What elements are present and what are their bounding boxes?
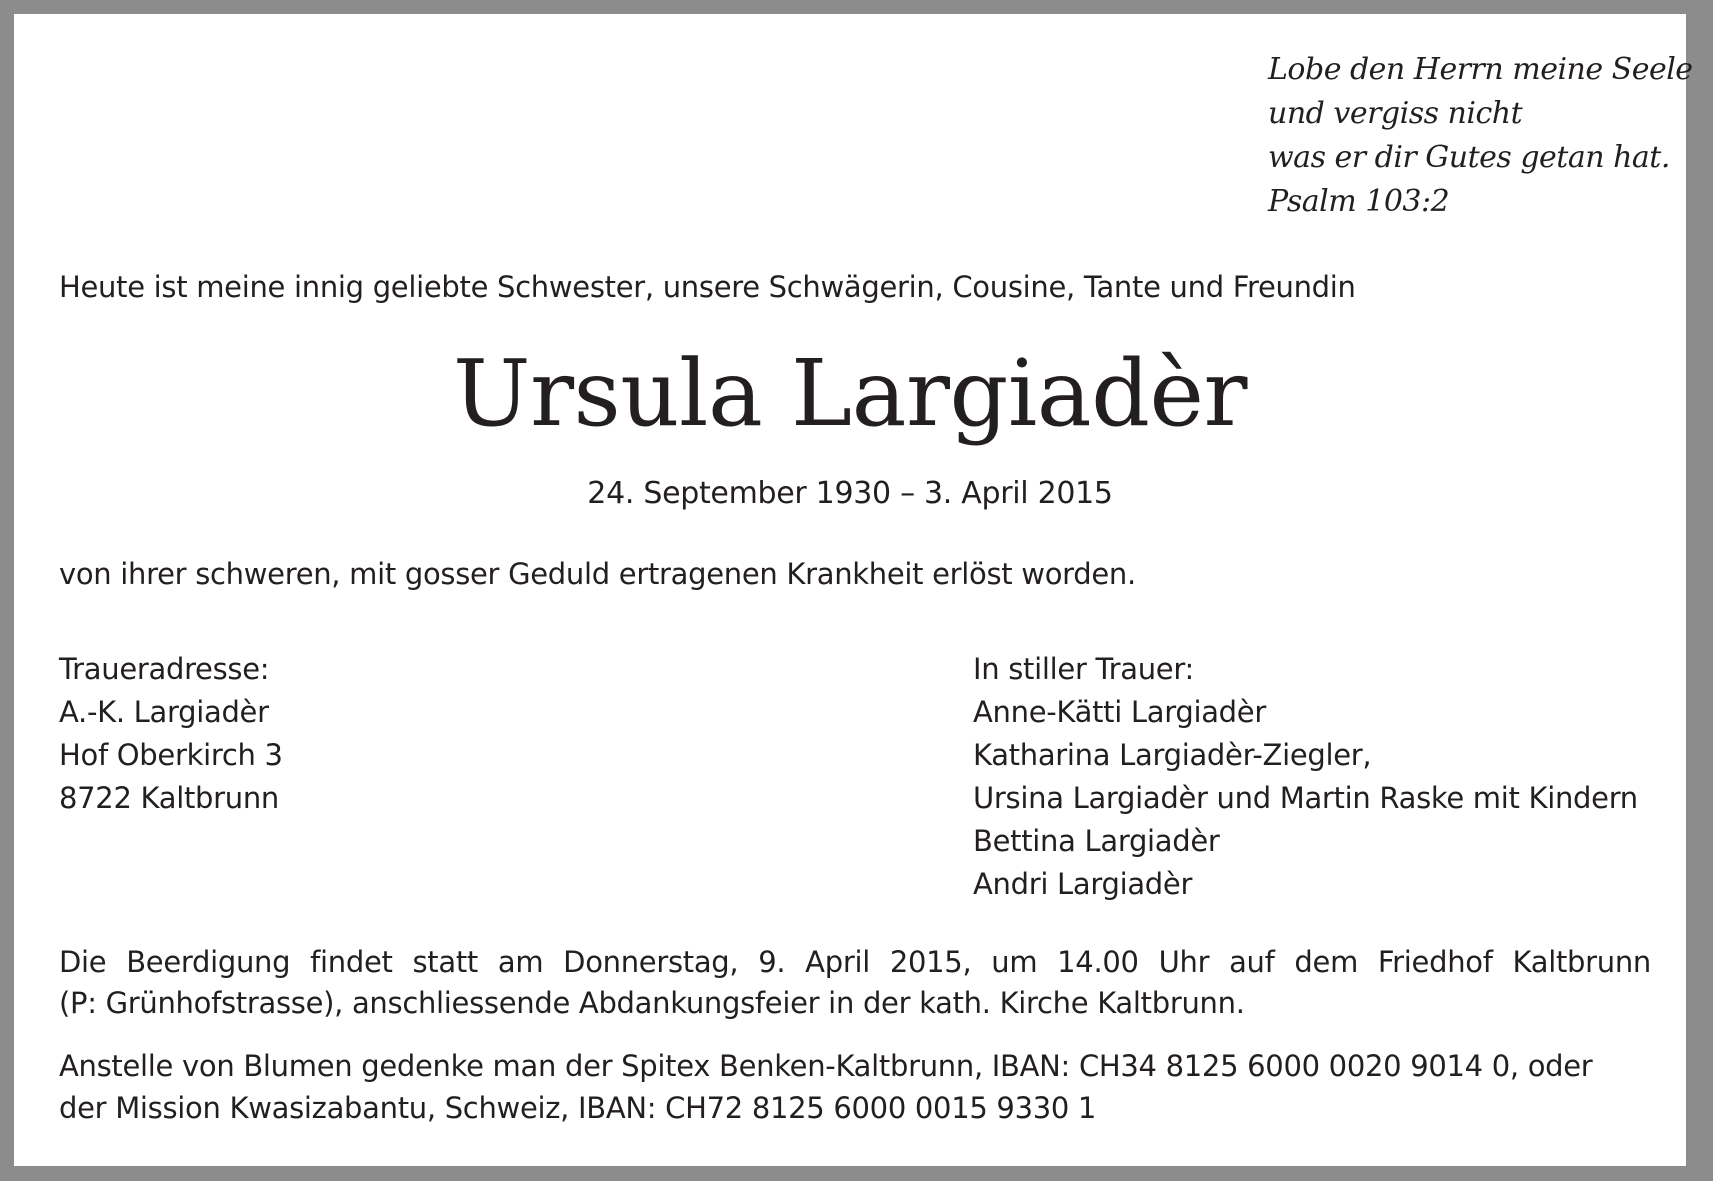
donation-line: Anstelle von Blumen gedenke man der Spitex Benken-Kaltbrunn, IBAN: CH34 8125 6000 0020 9014 0, oder <box>59 1049 1593 1083</box>
address-line: A.-K. Largiadèr <box>59 695 269 729</box>
funeral-info <box>59 942 1651 1024</box>
mourner-name: Bettina Largiadèr <box>973 824 1220 858</box>
mourner-name: Andri Largiadèr <box>973 867 1193 901</box>
mourners-list <box>973 648 1638 906</box>
released-text: von ihrer schweren, mit gosser Geduld ertragenen Krankheit erlöst worden. <box>59 557 1136 591</box>
mourning-address-heading: Traueradresse: <box>59 652 270 686</box>
obituary-card <box>14 14 1693 1166</box>
address-line: 8722 Kaltbrunn <box>59 781 279 815</box>
mourner-name: Katharina Largiadèr-Ziegler, <box>973 738 1372 772</box>
quote-line: Lobe den Herrn meine Seele <box>1268 52 1693 87</box>
quote-reference: Psalm 103:2 <box>1268 184 1450 219</box>
donation-line: der Mission Kwasizabantu, Schweiz, IBAN: CH72 8125 6000 0015 9330 1 <box>59 1091 1097 1125</box>
mourner-name: Anne-Kätti Largiadèr <box>973 695 1266 729</box>
funeral-line: (P: Grünhofstrasse), anschliessende Abdankungsfeier in der kath. Kirche Kaltbrunn. <box>59 986 1245 1020</box>
life-dates: 24. September 1930 – 3. April 2015 <box>587 476 1113 511</box>
funeral-line: Die Beerdigung findet statt am Donnerstag, 9. April 2015, um 14.00 Uhr auf dem Friedhof Kaltbrunn <box>59 945 1651 979</box>
psalm-quote <box>1268 48 1693 224</box>
mourning-address <box>59 648 283 820</box>
address-line: Hof Oberkirch 3 <box>59 738 283 772</box>
quote-line: und vergiss nicht <box>1268 96 1523 131</box>
mourners-heading: In stiller Trauer: <box>973 652 1194 686</box>
mourner-name: Ursina Largiadèr und Martin Raske mit Kindern <box>973 781 1638 815</box>
deceased-name: Ursula Largiadèr <box>453 340 1247 447</box>
donation-info <box>59 1045 1651 1129</box>
intro-text: Heute ist meine innig geliebte Schwester, unsere Schwägerin, Cousine, Tante und Freundin <box>59 270 1356 304</box>
quote-line: was er dir Gutes getan hat. <box>1268 140 1670 175</box>
